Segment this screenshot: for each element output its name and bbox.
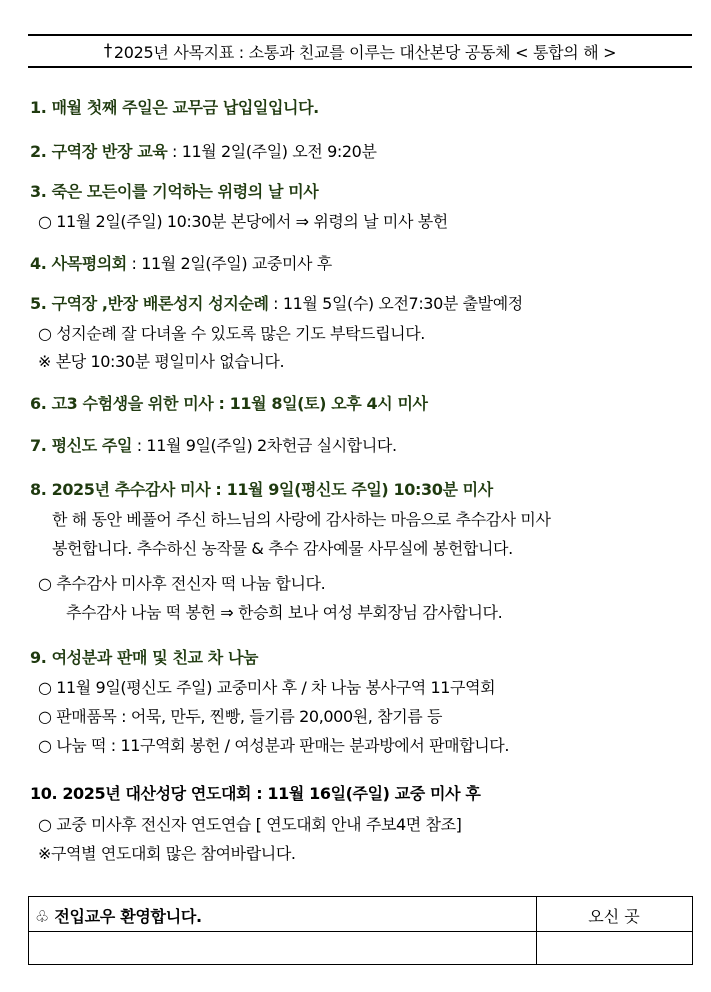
origin-label: 오신 곳 [588, 907, 640, 926]
item-8-sub-2: 추수감사 나눔 떡 봉헌 ⇒ 한승희 보나 여성 부회장님 감사합니다. [66, 603, 503, 622]
clover-icon: ♧ [35, 907, 50, 926]
origin-header-cell [536, 897, 692, 931]
pastoral-goal-text: 2025년 사목지표 : 소통과 친교를 이루는 대산본당 공동체 < 통합의 해 > [113, 42, 617, 62]
welcome-table-empty-row [29, 931, 692, 965]
item-8-para-2: 봉헌합니다. 추수하신 농작물 & 추수 감사예물 사무실에 봉헌합니다. [52, 539, 513, 558]
item-5-detail: : 11월 5일(수) 오전7:30분 출발예정 [268, 294, 523, 313]
item-1-title: 1. 매월 첫째 주일은 교무금 납입일입니다. [30, 98, 319, 117]
item-10-sub-1: ○ 교중 미사후 전신자 연도연습 [ 연도대회 안내 주보4면 참조] [38, 815, 462, 834]
item-5 [30, 294, 523, 314]
item-7-title: 7. 평신도 주일 [30, 436, 133, 455]
item-8-title: 8. 2025년 추수감사 미사 : 11월 9일(평신도 주일) 10:30분 미사 [30, 480, 493, 499]
welcome-text: 전입교우 환영합니다. [54, 907, 202, 926]
item-4-title: 4. 사목평의회 [30, 254, 127, 273]
item-5-sub-2: ※ 본당 10:30분 평일미사 없습니다. [38, 352, 285, 371]
item-5-title: 5. 구역장 ,반장 배론성지 성지순례 [30, 294, 269, 313]
item-4-detail: : 11월 2일(주일) 교중미사 후 [126, 254, 332, 273]
item-7-detail: : 11월 9일(주일) 2차헌금 실시합니다. [132, 436, 397, 455]
item-2-title: 2. 구역장 반장 교육 [30, 142, 168, 161]
item-9-sub-2: ○ 판매품목 : 어묵, 만두, 찐빵, 들기름 20,000원, 참기름 등 [38, 707, 443, 726]
pastoral-goal-header [28, 34, 692, 68]
item-8-sub-1: ○ 추수감사 미사후 전신자 떡 나눔 합니다. [38, 574, 326, 593]
item-9-sub-3: ○ 나눔 떡 : 11구역회 봉헌 / 여성분과 판매는 분과방에서 판매합니다. [38, 736, 510, 755]
welcome-name-cell [29, 931, 537, 965]
origin-value-cell [536, 931, 692, 965]
item-2 [30, 142, 377, 162]
item-3-sub-1: ○ 11월 2일(주일) 10:30분 본당에서 ⇒ 위령의 날 미사 봉헌 [38, 212, 448, 231]
item-2-detail: : 11월 2일(주일) 오전 9:20분 [167, 142, 377, 161]
item-10-sub-2: ※구역별 연도대회 많은 참여바랍니다. [38, 844, 296, 863]
item-9-title: 9. 여성분과 판매 및 친교 차 나눔 [30, 648, 259, 667]
welcome-cell [29, 897, 537, 931]
item-7 [30, 436, 397, 456]
welcome-table-header-row [29, 897, 692, 932]
cross-icon: † [103, 41, 112, 61]
item-9-sub-1: ○ 11월 9일(평신도 주일) 교중미사 후 / 차 나눔 봉사구역 11구역회 [38, 678, 496, 697]
item-3-title: 3. 죽은 모든이를 기억하는 위령의 날 미사 [30, 182, 319, 201]
welcome-label [35, 904, 202, 927]
welcome-table [28, 896, 693, 965]
item-6-title: 6. 고3 수험생을 위한 미사 : 11월 8일(토) 오후 4시 미사 [30, 394, 428, 413]
item-8-para-1: 한 해 동안 베풀어 주신 하느님의 사랑에 감사하는 마음으로 추수감사 미사 [52, 510, 551, 529]
item-10-title: 10. 2025년 대산성당 연도대회 : 11월 16일(주일) 교중 미사 후 [30, 784, 481, 803]
item-5-sub-1: ○ 성지순례 잘 다녀올 수 있도록 많은 기도 부탁드립니다. [38, 324, 425, 343]
item-4 [30, 254, 332, 274]
